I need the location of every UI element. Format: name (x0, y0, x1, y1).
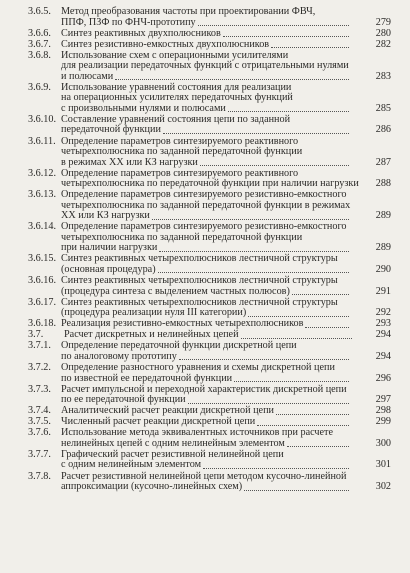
page-number: 289 (375, 210, 391, 222)
title-line: Синтез реактивных двухполюсников (61, 27, 221, 39)
section-title (61, 51, 351, 83)
title-line: Составление уравнений состояния цепи по заданной (61, 113, 291, 125)
title-line: Синтез реактивных четырехполюсников лестничной структуры (61, 253, 338, 265)
title-line: Численный расчет реакции дискретной цепи (61, 416, 256, 428)
title-line: Использование уравнений состояния для реализации (61, 81, 292, 93)
dot-leader (276, 414, 349, 415)
dot-leader (203, 468, 349, 469)
toc-entry (0, 115, 410, 136)
dot-leader (305, 327, 349, 328)
section-number: 3.6.6. (28, 27, 51, 39)
toc-entry (0, 428, 410, 449)
section-title (61, 363, 351, 384)
dot-leader (271, 47, 349, 48)
toc-entry (0, 254, 410, 275)
title-line: по ее передаточной функции (61, 394, 186, 406)
toc-entry (0, 137, 410, 169)
section-number: 3.6.13. (28, 189, 57, 201)
section-title (64, 330, 354, 341)
title-line: четырехполюсника по передаточной функции при наличии нагрузки (61, 178, 359, 190)
title-line: нелинейных цепей с одним нелинейным элементом (61, 437, 285, 449)
page-number: 289 (375, 242, 391, 254)
title-line: Использование схем с операционными усилителями (61, 49, 289, 61)
page-number: 288 (375, 178, 391, 190)
toc-entry (0, 51, 410, 83)
page-number: 299 (375, 416, 391, 428)
title-line: Расчет резистивной нелинейной цепи методом кусочно-линейной (61, 470, 347, 482)
toc-entry (0, 222, 410, 254)
dot-leader (244, 490, 349, 491)
section-title (61, 7, 351, 28)
dot-leader (248, 316, 349, 317)
section-title (61, 450, 351, 471)
title-line: четырехполюсника по заданной передаточной функции (61, 146, 303, 158)
title-line: Определение параметров синтезируемого реактивного (61, 167, 299, 179)
title-line: четырехполюсника по заданной передаточной функции (61, 231, 303, 243)
section-title (61, 276, 351, 297)
page-number: 291 (375, 285, 391, 297)
dot-leader (152, 219, 349, 220)
title-line: Определение параметров синтезируемого резистивно-емкостного (61, 221, 347, 233)
dot-leader (115, 79, 349, 80)
title-line: для реализации передаточных функций с отрицательными нулями (61, 60, 349, 72)
section-title (61, 385, 351, 406)
title-line: Синтез реактивных четырехполюсников лестничной структуры (61, 296, 338, 308)
title-line: Метод преобразования частоты при проектировании ФВЧ, (61, 6, 316, 17)
toc-entry (0, 472, 410, 493)
section-title (61, 319, 351, 330)
title-line: по известной ее передаточной функции (61, 372, 233, 384)
page-number: 301 (375, 459, 391, 471)
dot-leader (163, 133, 349, 134)
section-number: 3.6.14. (28, 221, 57, 233)
page-number: 280 (375, 27, 391, 39)
title-line: с одним нелинейным элементом (61, 459, 202, 471)
toc-entry (0, 276, 410, 297)
dot-leader (292, 294, 349, 295)
title-line: Определение передаточной функции дискретной цепи (61, 340, 297, 352)
section-number: 3.7. (28, 329, 44, 341)
section-number: 3.6.7. (28, 38, 51, 50)
title-line: Синтез реактивных четырехполюсников лестничной структуры (61, 275, 338, 287)
toc-entry (0, 7, 410, 28)
section-number: 3.6.18. (28, 318, 57, 330)
section-title (61, 254, 351, 275)
title-line: ППФ, ПЗФ по ФНЧ-прототипу (61, 16, 196, 28)
title-line: с произвольными нулями и полюсами (61, 102, 226, 114)
section-number: 3.7.4. (28, 405, 51, 417)
dot-leader (179, 359, 349, 360)
dot-leader (257, 425, 349, 426)
section-number: 3.7.6. (28, 427, 51, 439)
section-number: 3.7.3. (28, 383, 51, 395)
section-title (61, 190, 351, 222)
title-line: аппроксимации (кусочно-линейных схем) (61, 481, 243, 493)
title-line: (основная процедура) (61, 263, 156, 275)
section-number: 3.6.8. (28, 49, 51, 61)
toc-entry (0, 330, 410, 341)
page-number: 296 (375, 372, 391, 384)
dot-leader (159, 251, 349, 252)
section-number: 3.6.17. (28, 296, 57, 308)
page-number: 293 (375, 318, 391, 330)
toc-entry (0, 341, 410, 362)
section-number: 3.6.10. (28, 113, 57, 125)
toc-entry (0, 298, 410, 319)
toc-entry (0, 40, 410, 51)
title-line: по аналоговому прототипу (61, 350, 177, 362)
page-number: 282 (375, 38, 391, 50)
page-number: 300 (375, 437, 391, 449)
toc-entry (0, 417, 410, 428)
section-title (61, 341, 351, 362)
section-title (61, 298, 351, 319)
title-line: Синтез резистивно-емкостных двухполюсников (61, 38, 270, 50)
section-number: 3.7.2. (28, 362, 51, 373)
page-number: 285 (375, 102, 391, 114)
page-number: 286 (375, 124, 391, 136)
dot-leader (241, 338, 352, 339)
section-title (61, 40, 351, 51)
dot-leader (188, 403, 349, 404)
title-line: передаточной функции (61, 124, 161, 136)
dot-leader (158, 272, 349, 273)
toc-entry (0, 169, 410, 190)
section-title (61, 472, 351, 493)
title-line: Расчет импульсной и переходной характеристик дискретной цепи (61, 383, 347, 395)
dot-leader (198, 25, 349, 26)
title-line: при наличии нагрузки (61, 242, 158, 254)
toc-entry (0, 83, 410, 115)
page-number: 292 (375, 307, 391, 319)
page-number: 302 (375, 481, 391, 493)
section-title (61, 137, 351, 169)
page-number: 290 (375, 263, 391, 275)
section-number: 3.6.9. (28, 81, 51, 93)
toc-entry (0, 406, 410, 417)
section-title (61, 115, 351, 136)
section-title (61, 83, 351, 115)
title-line: Определение параметров синтезируемого реактивного (61, 135, 299, 147)
title-line: Определение разностного уравнения и схемы дискретной цепи (61, 362, 335, 373)
section-title (61, 428, 351, 449)
dot-leader (200, 165, 349, 166)
section-title (61, 167, 359, 190)
page-number: 298 (375, 405, 391, 417)
section-title (61, 222, 351, 254)
toc-entry (0, 190, 410, 222)
toc-entry (0, 450, 410, 471)
section-number: 3.7.1. (28, 340, 51, 352)
page-number: 294 (375, 350, 391, 362)
title-line: XX или КЗ нагрузки (61, 210, 150, 222)
title-line: (процедура синтеза с выделением частных полюсов) (61, 285, 290, 297)
section-title (61, 417, 351, 428)
page-number: 297 (375, 394, 391, 406)
section-number: 3.6.16. (28, 275, 57, 287)
title-line: Аналитический расчет реакции дискретной цепи (61, 405, 274, 417)
page-number: 287 (375, 156, 391, 168)
title-line: четырехполюсника по заданной передаточной функции в режимах (61, 199, 351, 211)
title-line: Графический расчет резистивной нелинейной цепи (61, 448, 284, 460)
toc-entry (0, 319, 410, 330)
dot-leader (287, 446, 349, 447)
section-title (61, 29, 351, 40)
title-line: Определение параметров синтезируемого резистивно-емкостного (61, 189, 347, 201)
dot-leader (234, 381, 349, 382)
page-number: 283 (375, 70, 391, 82)
title-line: в режимах XX или КЗ нагрузки (61, 156, 198, 168)
title-line: Реализация резистивно-емкостных четырехполюсников (61, 318, 304, 330)
dot-leader (228, 111, 349, 112)
title-line: на операционных усилителях передаточных функций (61, 92, 293, 104)
section-number: 3.7.8. (28, 470, 51, 482)
page-number: 279 (375, 16, 391, 28)
title-line: Расчет дискретных и нелинейных цепей (64, 329, 239, 341)
title-line: (процедура реализации нуля III категории) (61, 307, 247, 319)
toc-entry (0, 385, 410, 406)
section-number: 3.7.5. (28, 416, 51, 428)
section-number: 3.6.15. (28, 253, 57, 265)
toc-entry (0, 363, 410, 384)
page-number: 294 (375, 329, 391, 341)
table-of-contents (0, 7, 410, 493)
section-title (61, 406, 351, 417)
title-line: Использование метода эквивалентных источников при расчете (61, 427, 334, 439)
title-line: и полюсами (61, 70, 114, 82)
section-number: 3.6.11. (28, 135, 56, 147)
toc-entry (0, 29, 410, 40)
section-number: 3.6.5. (28, 6, 51, 17)
section-number: 3.7.7. (28, 448, 51, 460)
section-number: 3.6.12. (28, 167, 57, 179)
dot-leader (223, 36, 349, 37)
